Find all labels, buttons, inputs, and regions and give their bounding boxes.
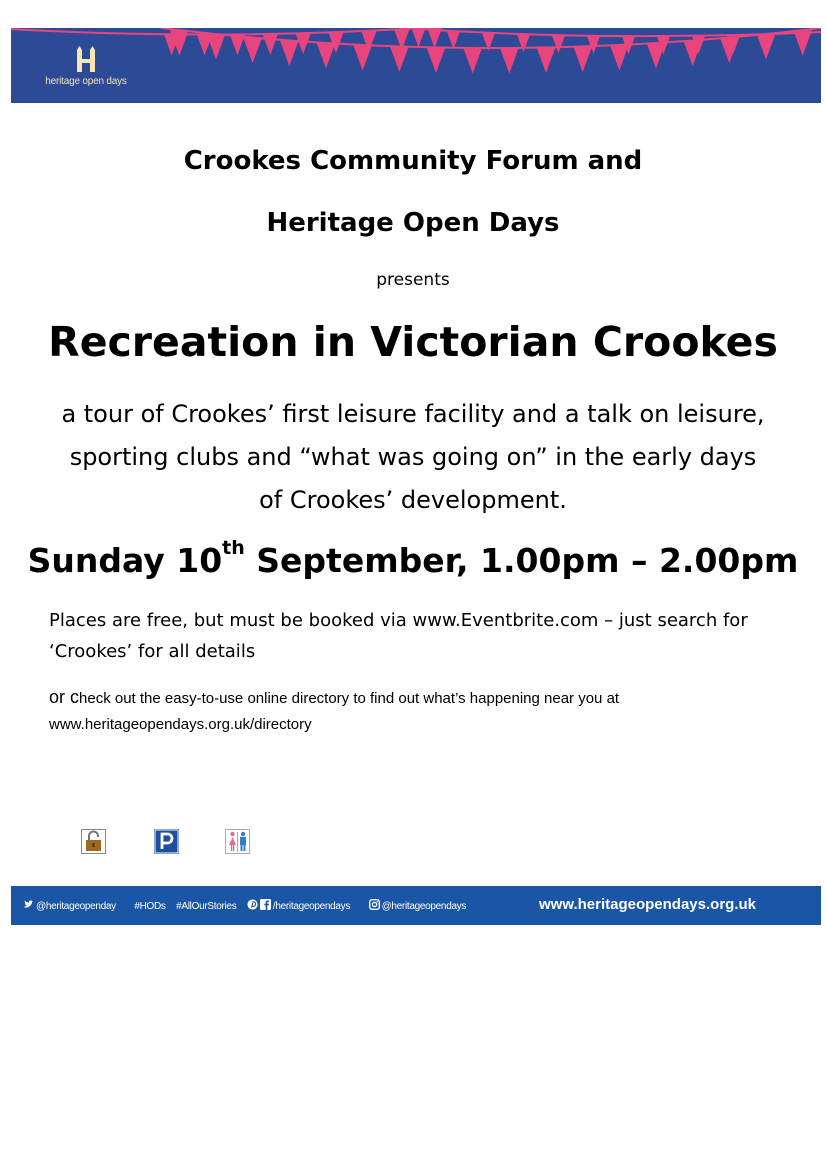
header-banner: [11, 28, 821, 103]
bunting-flag: [263, 34, 278, 55]
h-logo-icon: [41, 46, 131, 76]
date-time: September, 1.00pm – 2.00pm: [244, 541, 799, 580]
facebook-handle: /heritageopendays: [272, 901, 351, 912]
hashtag-allourstories[interactable]: #AllOurStories: [176, 901, 237, 912]
bunting-flag: [280, 41, 299, 67]
instagram-link[interactable]: [369, 901, 475, 912]
footer-banner: [11, 886, 821, 925]
open-padlock-icon: [81, 829, 106, 854]
date-day: Sunday 10: [27, 541, 223, 580]
bunting-flag: [573, 46, 592, 71]
toilets-icon: [225, 829, 250, 854]
description-line: sporting clubs and “what was going on” in the early days: [69, 443, 757, 471]
parking-icon: [154, 829, 179, 854]
twitter-handle: @heritageopenday: [36, 901, 116, 912]
bunting-flag: [243, 38, 262, 64]
bunting-flag: [537, 47, 556, 73]
instagram-handle: @heritageopendays: [381, 901, 467, 912]
social-links: [23, 899, 482, 912]
bunting-flag: [353, 45, 372, 71]
bunting-flag: [500, 48, 519, 74]
heritage-open-days-logo: [41, 46, 141, 96]
booking-info: [49, 605, 789, 667]
directory-info: [49, 684, 809, 738]
twitter-link[interactable]: [23, 901, 124, 912]
presents-text: presents: [376, 270, 450, 290]
facebook-icon: [260, 899, 271, 910]
bunting-flag: [447, 31, 460, 49]
bunting-flag: [317, 43, 336, 69]
directory-or: or c: [49, 687, 80, 707]
facebook-link[interactable]: [247, 901, 358, 912]
pinterest-icon: [247, 899, 258, 910]
partner-line: Heritage Open Days: [266, 208, 560, 238]
hashtag-hods[interactable]: #HODs: [134, 901, 166, 912]
bunting-flag: [207, 34, 226, 60]
event-date: [0, 537, 826, 580]
bunting-flag: [295, 33, 310, 54]
description-line: of Crookes’ development.: [259, 486, 567, 514]
event-description: [0, 393, 826, 522]
directory-url: www.heritageopendays.org.uk/directory: [49, 716, 312, 733]
event-title: Recreation in Victorian Crookes: [48, 318, 778, 366]
logo-text: heritage open days: [45, 76, 127, 87]
bunting-flag: [517, 34, 530, 52]
bunting-flag: [427, 47, 446, 73]
booking-line: Places are free, but must be booked via www.Eventbrite.com – just search for: [49, 610, 748, 631]
instagram-icon: [369, 899, 380, 910]
directory-line: heck out the easy-to-use online directory to find out what’s happening near you at: [79, 690, 620, 707]
bunting-flag: [610, 45, 629, 71]
website-link[interactable]: www.heritageopendays.org.uk: [539, 896, 756, 913]
bunting-flag: [412, 29, 425, 47]
bunting-flag: [463, 48, 482, 74]
description-line: a tour of Crookes’ first leisure facility and a talk on leisure,: [61, 400, 765, 428]
date-ordinal: th: [222, 537, 245, 559]
bunting-flag: [390, 46, 409, 71]
organiser-line: Crookes Community Forum and: [183, 146, 643, 176]
booking-line: ‘Crookes’ for all details: [49, 641, 256, 662]
twitter-icon: [23, 899, 34, 910]
